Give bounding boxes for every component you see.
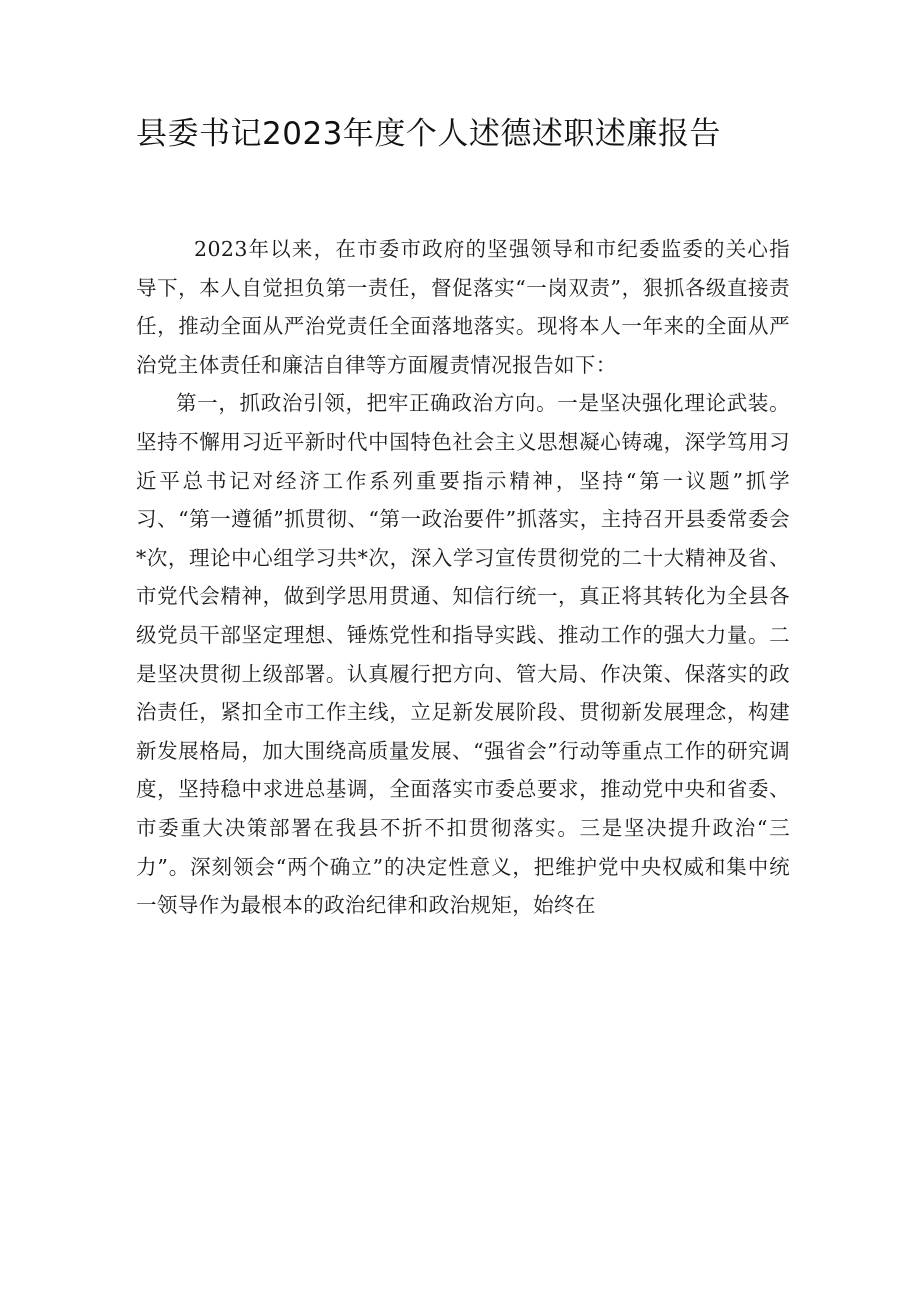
document-title: 县委书记2023年度个人述德述职述廉报告 [136,116,721,152]
paragraph-political-leadership: 第一，抓政治引领，把牢正确政治方向。一是坚决强化理论武装。坚持不懈用习近平新时代中国特色社会主义思想凝心铸魂，深学笃用习近平总书记对经济工作系列重要指示精神，坚持“第一议题”抓学习、“第一遵循”抓贯彻、“第一政治要件”抓落实，主持召开县委常委会*次，理论中心组学习共*次，深入学习宣传贯彻党的二十大精神及省、市党代会精神，做到学思用贯通、知信行统一，真正将其转化为全县各级党员干部坚定理想、锤炼党性和指导实践、推动工作的强大力量。二是坚决贯彻上级部署。认真履行把方向、管大局、作决策、保落实的政治责任，紧扣全市工作主线，立足新发展阶段、贯彻新发展理念，构建新发展格局，加大围绕高质量发展、“强省会”行动等重点工作的研究调度，坚持稳中求进总基调，全面落实市委总要求，推动党中央和省委、市委重大决策部署在我县不折不扣贯彻落实。三是坚决提升政治“三力”。深刻领会“两个确立”的决定性意义，把维护党中央权威和集中统一领导作为最根本的政治纪律和政治规矩，始终在 [136,391,790,918]
document-body [136,230,790,925]
paragraph-intro: 2023年以来，在市委市政府的坚强领导和市纪委监委的关心指导下，本人自觉担负第一责任，督促落实“一岗双责”，狠抓各级直接责任，推动全面从严治党责任全面落地落实。现将本人一年来的全面从严治党主体责任和廉洁自律等方面履责情况报告如下： [136,237,790,377]
